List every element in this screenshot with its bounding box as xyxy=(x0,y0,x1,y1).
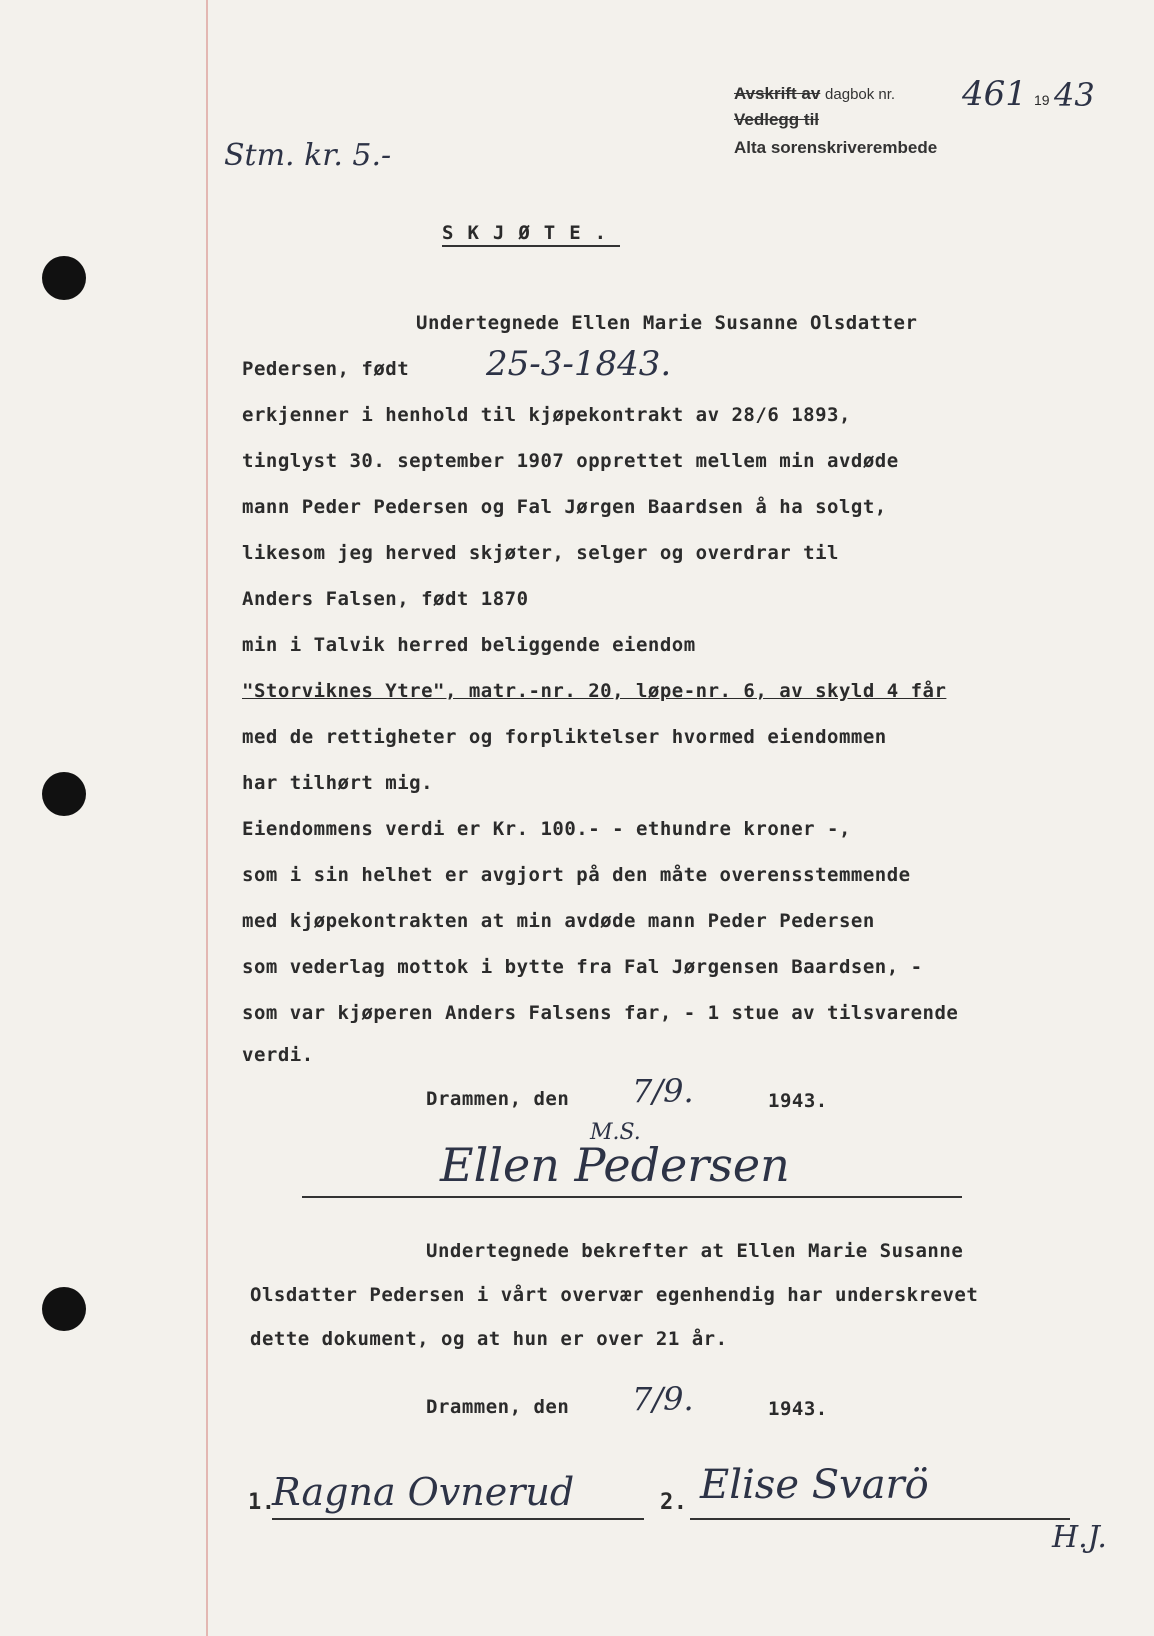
place-date-2-year: 1943. xyxy=(768,1398,828,1420)
witness-number-1: 1. xyxy=(248,1490,276,1515)
body-line-4: tinglyst 30. september 1907 opprettet mellem min avdøde xyxy=(242,450,899,472)
place-date-1-date: 7/9. xyxy=(632,1072,694,1110)
body-line-7: Anders Falsen, født 1870 xyxy=(242,588,529,610)
stamp-dagbok-label: dagbok nr. xyxy=(825,86,896,103)
place-date-1-place: Drammen, den xyxy=(426,1088,570,1110)
body-line-10: med de rettigheter og forpliktelser hvormed eiendommen xyxy=(242,726,887,748)
body-line-3: erkjenner i henhold til kjøpekontrakt av 28/6 1893, xyxy=(242,404,851,426)
signature-1-initials: M.S. xyxy=(590,1120,641,1145)
punch-hole-bottom xyxy=(42,1287,86,1331)
property-line: "Storviknes Ytre", matr.-nr. 20, løpe-nr. 6, av skyld 4 får xyxy=(242,680,947,702)
margin-note: Stm. kr. 5.- xyxy=(224,138,392,173)
body-line-15: som vederlag mottok i bytte fra Fal Jørgensen Baardsen, - xyxy=(242,956,923,978)
stamp-avskrift xyxy=(734,84,895,104)
year-prefix: 19 xyxy=(1034,92,1050,108)
body-line-11: har tilhørt mig. xyxy=(242,772,434,794)
body-line-1: Undertegnede Ellen Marie Susanne Olsdatter xyxy=(416,312,918,334)
stamp-vedlegg: Vedlegg til xyxy=(734,110,820,129)
witness-number-2: 2. xyxy=(660,1490,688,1515)
witness-line-2: Olsdatter Pedersen i vårt overvær egenhendig har underskrevet xyxy=(250,1284,979,1306)
place-date-2-date: 7/9. xyxy=(632,1380,694,1418)
year-suffix: 43 xyxy=(1054,76,1095,114)
witness-signature-1: Ragna Ovnerud xyxy=(272,1470,575,1514)
witness-signature-2-line xyxy=(690,1518,1070,1520)
clerk-initials: H.J. xyxy=(1052,1520,1107,1555)
witness-line-3: dette dokument, og at hun er over 21 år. xyxy=(250,1328,728,1350)
margin-line xyxy=(206,0,208,1636)
body-line-13: som i sin helhet er avgjort på den måte overensstemmende xyxy=(242,864,911,886)
birth-date-handwritten: 25-3-1843. xyxy=(486,344,672,384)
body-line-16: som var kjøperen Anders Falsens far, - 1 stue av tilsvarende xyxy=(242,1002,959,1024)
body-line-17: verdi. xyxy=(242,1044,314,1066)
place-date-2-place: Drammen, den xyxy=(426,1396,570,1418)
stamp-avskrift-label: Avskrift av xyxy=(734,84,821,103)
body-line-2: Pedersen, født xyxy=(242,358,410,380)
body-line-12: Eiendommens verdi er Kr. 100.- - ethundre kroner -, xyxy=(242,818,851,840)
dagbok-number: 461 xyxy=(962,74,1027,114)
place-date-1-year: 1943. xyxy=(768,1090,828,1112)
signature-1-line xyxy=(302,1196,962,1198)
body-line-6: likesom jeg herved skjøter, selger og overdrar til xyxy=(242,542,839,564)
office-stamp: Alta sorenskriverembede xyxy=(734,138,938,157)
witness-signature-2: Elise Svarö xyxy=(700,1462,929,1508)
punch-hole-top xyxy=(42,256,86,300)
body-line-8: min i Talvik herred beliggende eiendom xyxy=(242,634,696,656)
witness-signature-1-line xyxy=(272,1518,644,1520)
document-title: SKJØTE. xyxy=(442,222,620,247)
body-line-14: med kjøpekontrakten at min avdøde mann Peder Pedersen xyxy=(242,910,875,932)
witness-line-1: Undertegnede bekrefter at Ellen Marie Susanne xyxy=(426,1240,964,1262)
punch-hole-middle xyxy=(42,772,86,816)
signature-1: Ellen Pedersen xyxy=(440,1138,790,1192)
body-line-5: mann Peder Pedersen og Fal Jørgen Baardsen å ha solgt, xyxy=(242,496,887,518)
